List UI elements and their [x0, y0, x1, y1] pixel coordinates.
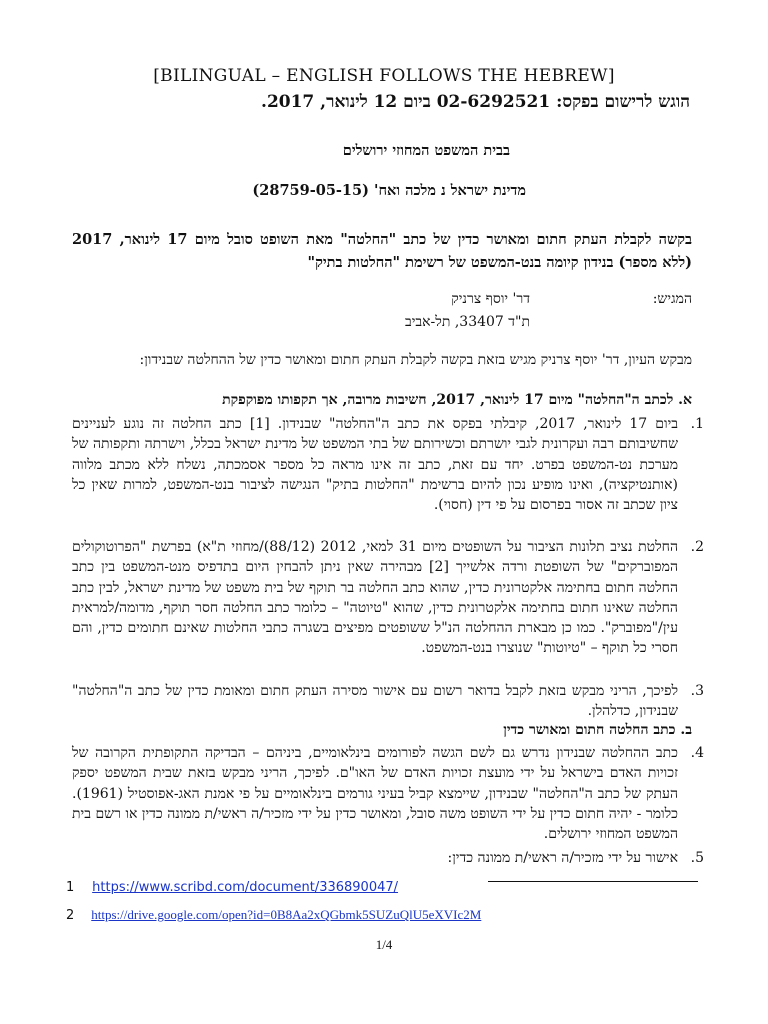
applicant-label: המגיש: — [652, 291, 692, 307]
request-title: בקשה לקבלת העתק חתום ומאושר כדין של כתב "החלטה" מאת השופט סובל מיום 17 לינואר, 2017 (ללא מספר) בנידון קיומה בנט-המשפט של רשימת "החלטות בתיק" — [72, 231, 693, 271]
intro-paragraph: מבקש העיון, דר' יוסף צרניק מגיש בזאת בקשה לקבלת העתק חתום ומאושר כדין של ההחלטה שבנידון: — [139, 352, 692, 368]
item-text: ביום 17 לינואר, 2017, קיבלתי בפקס את כתב ה"החלטה" שבנידון. [1] כתב החלטה זה נוגע לעניינים שחשיבותם רבה ועקרונית לגבי יושרתם וכשירותם של בתי המשפט של מדינת ישראל בכלל, וישרתה ותקפותה של מערכת נט-המשפט בפרט. יחד עם זאת, כתב זה אינו מראה כל מספר אסמכתה, נשלח ללא מכתב מלווה (אותנטיקציה), ואינו מופיע נכון להיום ברשימת "החלטות בתיק" הנגישה לציבור בנט-המשפט, למרות שאין כל ציון שכתב זה אסור בפרסום על פי דין (חסוי). — [72, 416, 678, 514]
item-number: 3. — [690, 683, 704, 699]
footnote-number: 1 — [66, 880, 75, 895]
court-name: בבית המשפט המחוזי ירושלים — [342, 142, 510, 159]
item-text: אישור על ידי מזכיר/ה ראשי/ת ממונה כדין: — [447, 850, 678, 866]
list-item — [72, 848, 704, 868]
case-title: מדינת ישראל נ מלכה ואח' (28759-05-15) — [252, 182, 526, 199]
item-text: לפיכך, הריני מבקש בזאת לקבל בדואר רשום עם אישור מסירה העתק חתום ומאומת כדין של כתב ה"החלטה" שבנידון, כדלהלן. — [72, 683, 678, 720]
list-item — [72, 537, 704, 659]
item-number: 4. — [690, 745, 704, 761]
item-number: 5. — [690, 850, 704, 866]
list-item — [72, 414, 704, 515]
page-number: 1/4 — [375, 937, 393, 952]
item-number: 2. — [690, 539, 704, 555]
section-b-heading: ב. כתב החלטה חתום ומאושר כדין — [503, 722, 692, 738]
footnote-separator — [488, 881, 698, 882]
item-text: כתב ההחלטה שבנידון נדרש גם לשם הגשה לפורומים בינלאומיים, ביניהם – הבדיקה התקופתית הקרובה של זכויות האדם בישראל על ידי מועצת זכויות האדם של האו"ם. לפיכך, הריני מבקש בזאת שבית המשפט יספק העתק של כתב ה"החלטה" שבנידון, שיימצא קביל בעיני גורמים בינלאומיים על פי אמנת האג-אפוסטיל (1961). כלומר - יהיה חתום כדין על ידי השופט משה סובל, ומאושר כדין על ידי מזכיר/ה ראשי/ת ממונה כדין או רשם בית המשפט המחוזי ירושלים. — [72, 745, 678, 843]
bilingual-notice: [BILINGUAL – ENGLISH FOLLOWS THE HEBREW] — [153, 66, 615, 86]
footnote-link[interactable]: https://drive.google.com/open?id=0B8Aa2xQGbmk5SUZuQlU5eXVIc2M — [91, 907, 482, 922]
section-a-heading: א. לכתב ה"החלטה" מיום 17 לינואר, 2017, חשיבות מרובה, אך תקפותו מפוקפקת — [222, 392, 692, 408]
applicant-address: ת"ד 33407, תל-אביב — [404, 314, 530, 330]
footnote-1 — [66, 880, 398, 895]
fax-submission-line: הוגש לרישום בפקס: 02-6292521 ביום 12 לינואר, 2017. — [261, 92, 690, 112]
footnote-link[interactable]: https://www.scribd.com/document/336890047/ — [92, 880, 399, 895]
list-item — [72, 743, 704, 844]
list-item — [72, 681, 704, 722]
item-text: החלטת נציב תלונות הציבור על השופטים מיום 31 למאי, 2012 (88/12)/מחוזי ת"א) בפרשת "הפרוטוקולים המפוברקים" של השופטת ורדה אלשייך [2] מבהירה שאין ניתן להבחין היום בתדפיס מנט-המשפט בין כתב החלטה חתום בחתימה אלקטרונית כדין, שהוא כתב החלטה בר תוקף של בית משפט של מדינת ישראל, לבין כתב החלטה שאינו חתום בחתימה אלקטרונית כדין, שהוא "טיוטה" – כלומר כתב החלטה חסר תוקף, מדומה/למראית עין/"מפוברק". כמו כן מבארת ההחלטה הנ"ל ששופטים מפיצים בשגרה כתבי החלטות שאינם חתומים כדין, והם חסרי כל תוקף – "טיוטות" שנוצרו בנט-המשפט. — [72, 539, 679, 657]
footnote-number: 2 — [66, 908, 75, 923]
item-number: 1. — [690, 416, 704, 432]
footnote-2 — [66, 907, 481, 923]
applicant-name: דר' יוסף צרניק — [451, 291, 530, 307]
